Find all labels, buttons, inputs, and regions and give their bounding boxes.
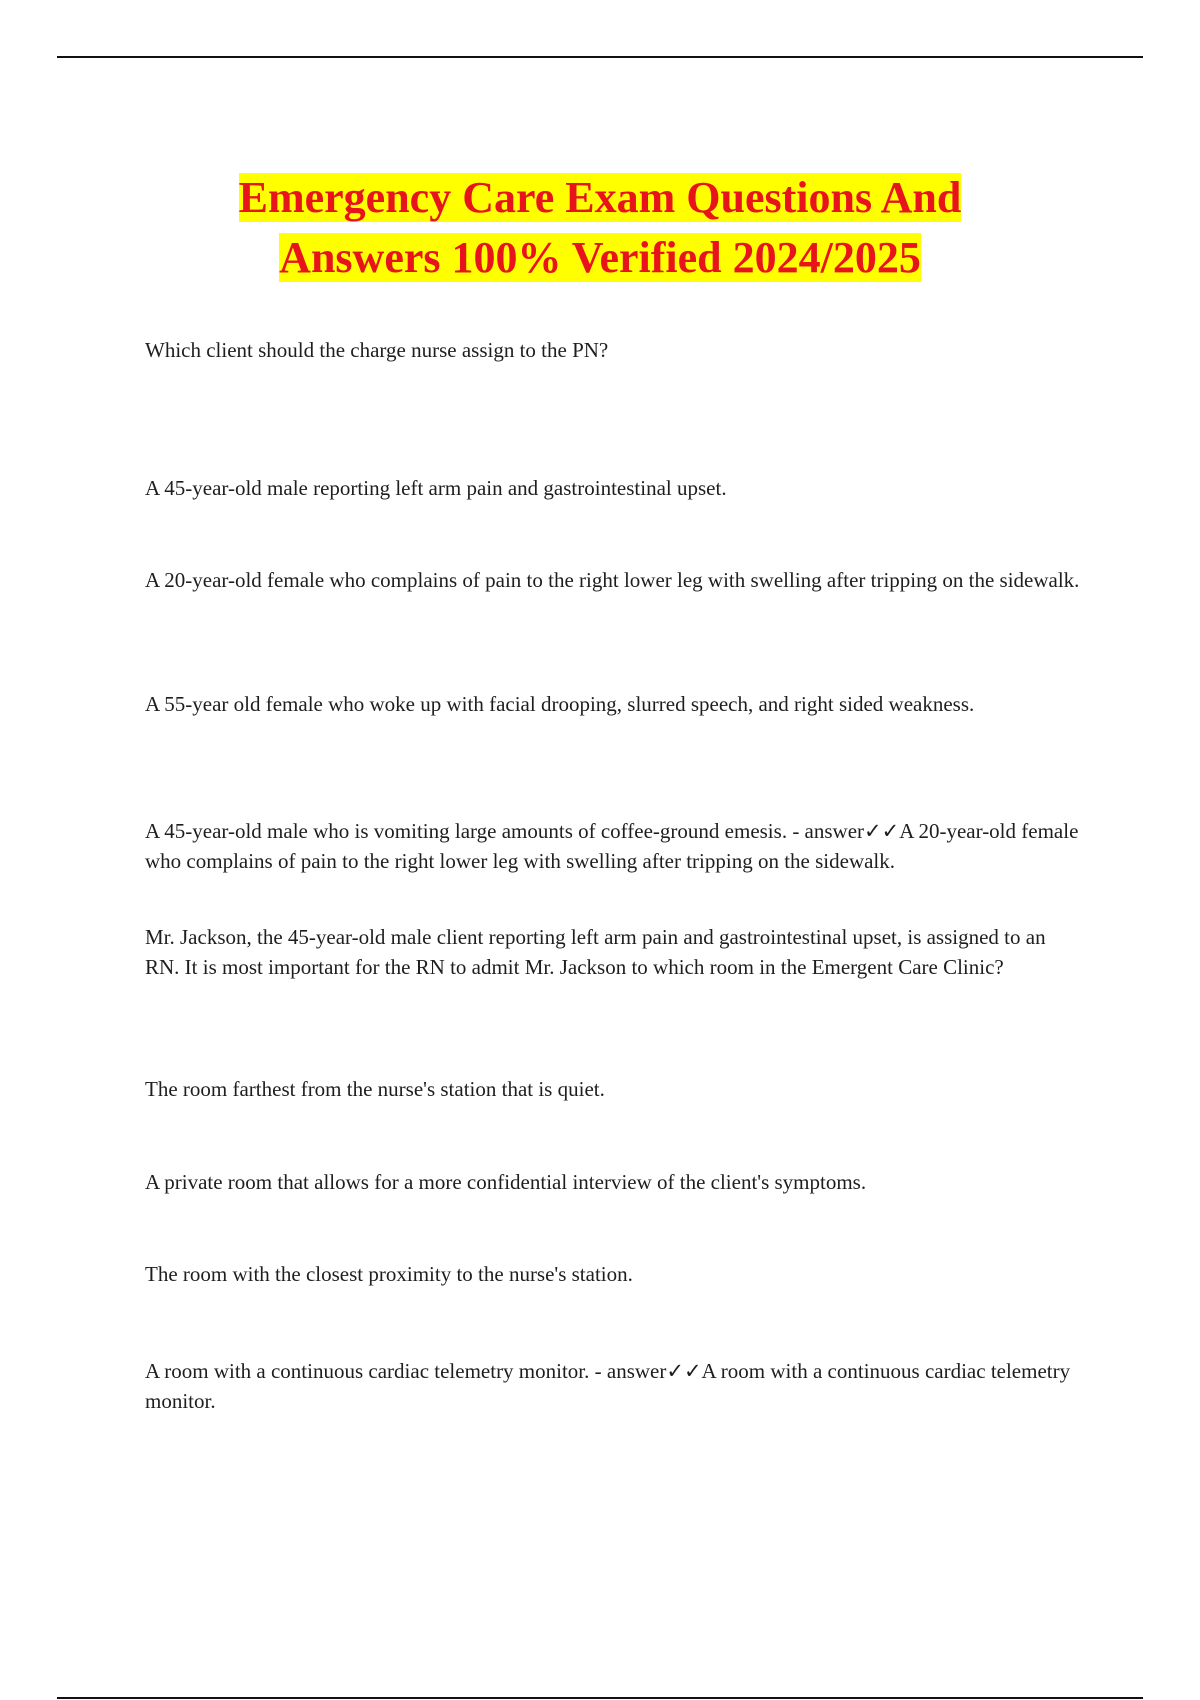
document-title (150, 168, 1050, 288)
question-1-option-3: A 55-year old female who woke up with facial drooping, slurred speech, and right sided weakness. (145, 692, 975, 716)
title-line-2: Answers 100% Verified 2024/2025 (279, 233, 921, 282)
question-2-text: Mr. Jackson, the 45-year-old male client reporting left arm pain and gastrointestinal upset, is assigned to an RN. It is most important for the RN to admit Mr. Jackson to which room in the Emergent Care Clinic? (145, 925, 1046, 979)
question-1-option-4-answer: A 45-year-old male who is vomiting large amounts of coffee-ground emesis. - answer✓✓A 20-year-old female who complains of pain to the right lower leg with swelling after tripping on the sidewalk. (145, 819, 1079, 873)
header-rule (57, 56, 1143, 58)
question-1-text: Which client should the charge nurse assign to the PN? (145, 338, 609, 362)
question-2-option-3: The room with the closest proximity to the nurse's station. (145, 1262, 633, 1286)
question-2-option-2: A private room that allows for a more confidential interview of the client's symptoms. (145, 1170, 867, 1194)
question-1-option-2: A 20-year-old female who complains of pain to the right lower leg with swelling after tripping on the sidewalk. (145, 568, 1080, 592)
question-1-option-1: A 45-year-old male reporting left arm pain and gastrointestinal upset. (145, 476, 727, 500)
question-2-option-1: The room farthest from the nurse's station that is quiet. (145, 1077, 605, 1101)
footer-rule (57, 1697, 1143, 1699)
question-2-option-4-answer: A room with a continuous cardiac telemetry monitor. - answer✓✓A room with a continuous cardiac telemetry monitor. (145, 1359, 1071, 1413)
title-line-1: Emergency Care Exam Questions And (238, 173, 962, 222)
